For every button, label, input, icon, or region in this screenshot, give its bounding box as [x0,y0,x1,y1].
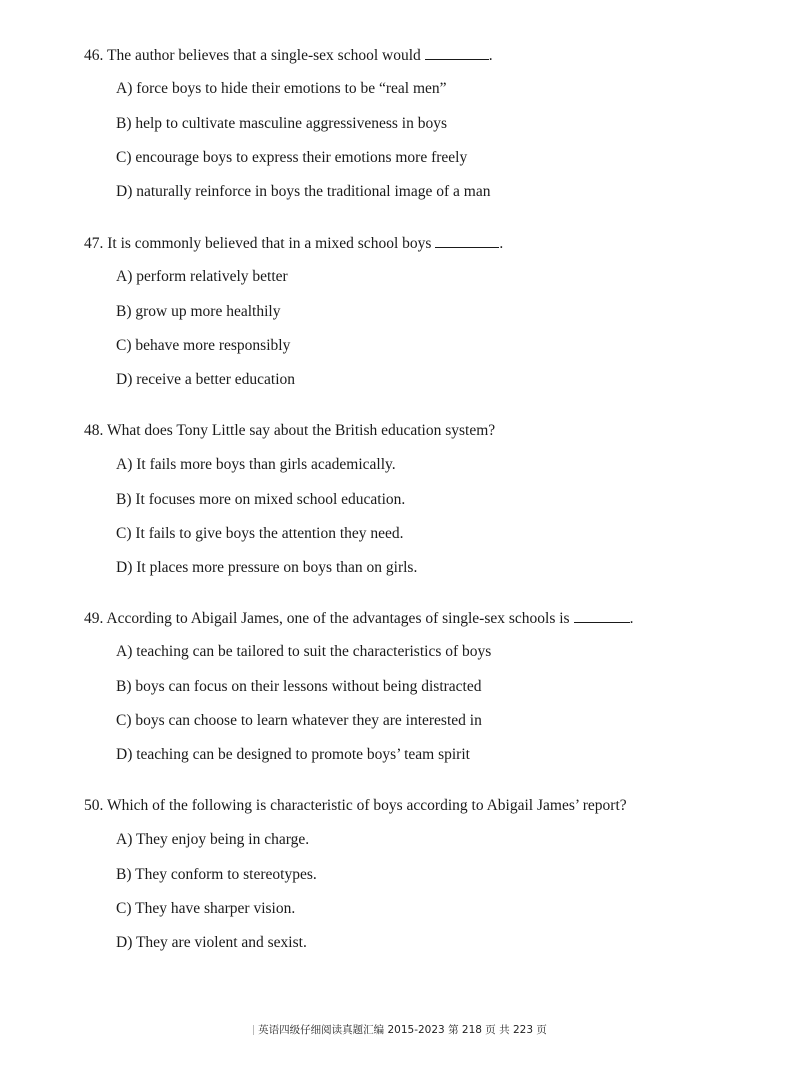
question-stem: 50. Which of the following is characteristic of boys according to Abigail James’ report? [84,797,627,814]
option-c: C) encourage boys to express their emotions more freely [116,148,468,166]
question-48 [84,421,774,578]
question-stem: 48. What does Tony Little say about the British education system? [84,422,496,439]
answer-blank [574,608,630,623]
footer-text: 英语四级仔细阅读真题汇编 2015-2023 第 218 页 共 223 页 [258,1024,547,1036]
option-d: D) naturally reinforce in boys the traditional image of a man [116,183,491,201]
option-b: B) help to cultivate masculine aggressiveness in boys [116,114,448,132]
answer-blank [435,233,499,248]
option-c: C) It fails to give boys the attention they need. [116,524,404,542]
page-footer [0,1023,800,1037]
question-stem: 47. It is commonly believed that in a mixed school boys . [84,235,504,252]
footer-divider [253,1025,254,1035]
option-c: C) They have sharper vision. [116,899,296,917]
option-a: A) They enjoy being in charge. [116,831,310,849]
question-46 [84,45,774,202]
option-d: D) It places more pressure on boys than on girls. [116,559,418,577]
question-49 [84,608,774,765]
option-b: B) They conform to stereotypes. [116,865,317,883]
option-b: B) It focuses more on mixed school education. [116,490,406,508]
option-b: B) boys can focus on their lessons without being distracted [116,677,482,695]
option-d: D) receive a better education [116,371,296,389]
question-stem: 49. According to Abigail James, one of the advantages of single-sex schools is . [84,610,634,627]
question-47 [84,233,774,390]
question-50 [84,796,774,953]
option-a: A) perform relatively better [116,268,288,286]
option-b: B) grow up more healthily [116,302,281,320]
option-c: C) behave more responsibly [116,336,291,354]
option-a: A) force boys to hide their emotions to be “real men” [116,80,447,98]
option-c: C) boys can choose to learn whatever they are interested in [116,711,482,729]
option-a: A) teaching can be tailored to suit the characteristics of boys [116,643,492,661]
option-d: D) They are violent and sexist. [116,934,307,952]
question-stem: 46. The author believes that a single-sex school would . [84,47,493,64]
option-a: A) It fails more boys than girls academically. [116,456,396,474]
answer-blank [425,45,489,60]
option-d: D) teaching can be designed to promote boys’ team spirit [116,746,470,764]
